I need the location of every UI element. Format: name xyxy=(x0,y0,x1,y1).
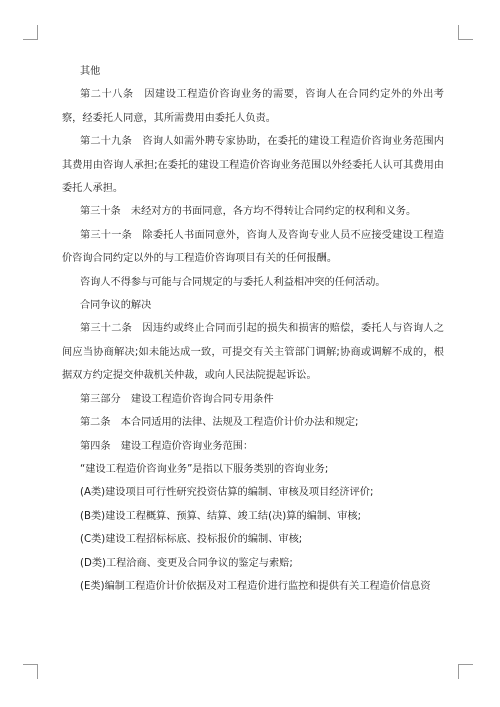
paragraph-article-29: 第二十九条 咨询人如需外聘专家协助，在委托的建设工程造价咨询业务范围内其费用由咨询人承担;在委托的建设工程造价咨询业务范围以外经委托人认可其费用由委托人承担。 xyxy=(62,136,444,195)
paragraph-special-article-2: 第二条 本合同适用的法律、法规及工程造价计价办法和规定; xyxy=(80,417,359,429)
paragraph-service-c: (C类)建设工程招标标底、投标报价的编制、审核; xyxy=(80,534,303,546)
paragraph-article-32: 第三十二条 因违约或终止合同而引起的损失和损害的赔偿，委托人与咨询人之间应当协商解决;如未能达成一致，可提交有关主管部门调解;协商或调解不成的，根据双方约定提交仲裁机关仲裁，或向人民法院提起诉讼。 xyxy=(62,323,444,382)
paragraph-service-d: (D类)工程洽商、变更及合同争议的鉴定与索赔; xyxy=(80,557,293,569)
paragraph-conflict-of-interest: 咨询人不得参与可能与合同规定的与委托人利益相冲突的任何活动。 xyxy=(80,276,386,288)
paragraph-service-definition: “建设工程造价咨询业务”是指以下服务类别的咨询业务; xyxy=(80,463,329,475)
paragraph-section-dispute-resolution: 合同争议的解决 xyxy=(80,300,152,312)
paragraph-section-other: 其他 xyxy=(80,66,101,77)
crop-mark-top-right xyxy=(458,25,473,40)
paragraph-article-28: 第二十八条 因建设工程造价咨询业务的需要，咨询人在合同约定外的外出考察，经委托人同意，其所需费用由委托人负责。 xyxy=(62,89,444,124)
crop-mark-top-left xyxy=(23,25,38,40)
crop-mark-bottom-left xyxy=(23,664,38,679)
paragraph-part-3-heading: 第三部分 建设工程造价咨询合同专用条件 xyxy=(80,393,274,405)
document-body xyxy=(62,60,444,598)
paragraph-service-e: (E类)编制工程造价计价依据及对工程造价进行监控和提供有关工程造价信息资 xyxy=(80,580,431,592)
paragraph-special-article-4: 第四条 建设工程造价咨询业务范围： xyxy=(80,440,254,452)
paragraph-article-31: 第三十一条 除委托人书面同意外，咨询人及咨询专业人员不应接受建设工程造价咨询合同约定以外的与工程造价咨询项目有关的任何报酬。 xyxy=(62,229,444,265)
paragraph-article-30: 第三十条 未经对方的书面同意，各方均不得转让合同约定的权利和义务。 xyxy=(80,206,417,218)
paragraph-service-b: (B类)建设工程概算、预算、结算、竣工结(决)算的编制、审核; xyxy=(80,510,362,522)
paragraph-service-a: (A类)建设项目可行性研究投资估算的编制、审核及项目经济评价; xyxy=(80,487,374,499)
crop-mark-bottom-right xyxy=(458,664,473,679)
